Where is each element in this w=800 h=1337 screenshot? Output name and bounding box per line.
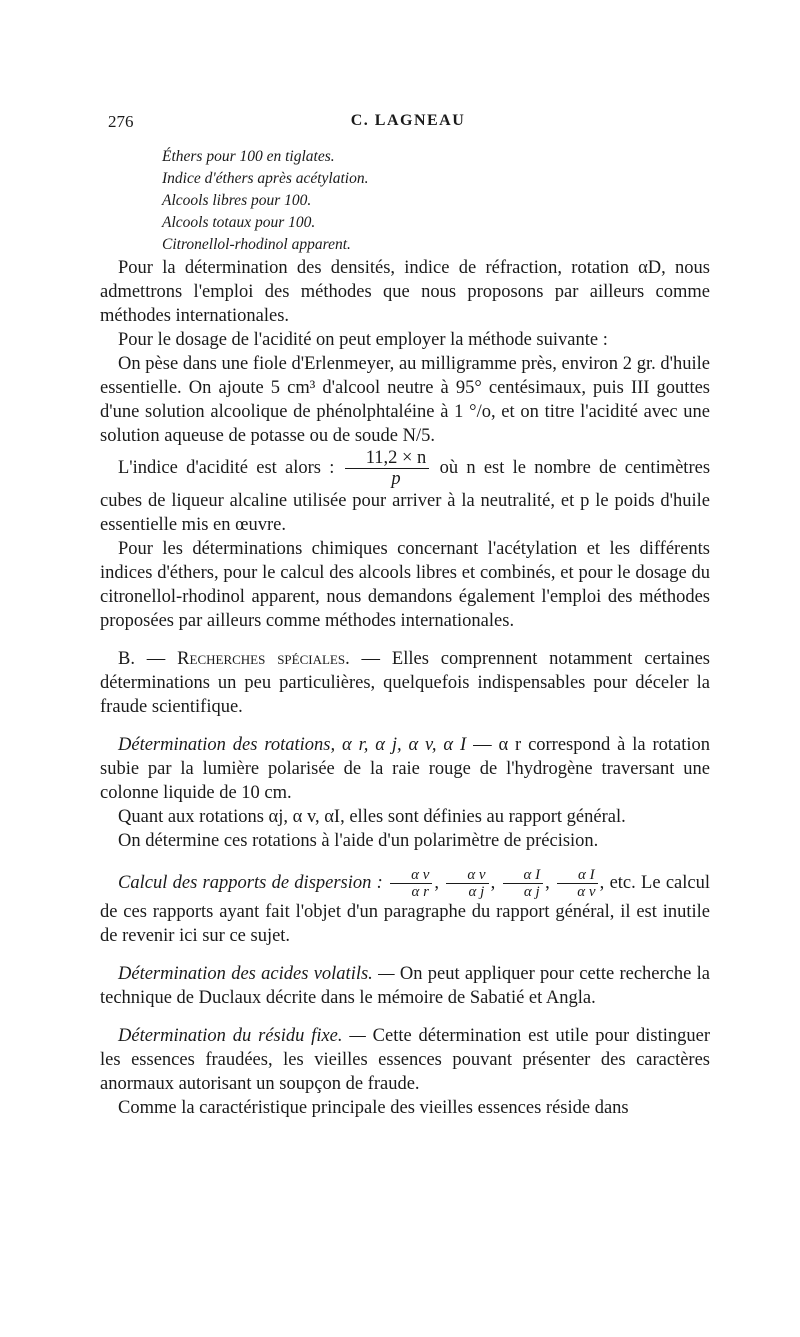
- section-heading: B. — Recherches spéciales. —: [118, 649, 381, 669]
- dispersion-ratio: $\frac{\text{α v}}{\text{α r}}$: [390, 867, 432, 900]
- subheading-volatile-acids: Détermination des acides volatils. —: [118, 964, 395, 984]
- formula-denominator: p: [391, 469, 401, 489]
- paragraph-acid-index: [100, 448, 710, 537]
- list-item: Indice d'éthers après acétylation.: [162, 170, 369, 187]
- body-text: [100, 256, 710, 1120]
- rotations-text: — α r correspond à la rotation subie par la lumière polarisée de la raie rouge de l'hydrogène traversant une colonne liquide de 10 cm.: [100, 735, 711, 803]
- paragraph: On détermine ces rotations à l'aide d'un polarimètre de précision.: [118, 831, 599, 851]
- acid-index-formula: [345, 448, 430, 489]
- italic-list: [162, 146, 368, 256]
- volatile-acids-text: On peut appliquer pour cette recherche la technique de Duclaux décrite dans le mémoire de Sabatié et Angla.: [100, 964, 710, 1008]
- dispersion-ratio: $\frac{\text{α v}}{\text{α j}}$: [446, 867, 488, 900]
- paragraph-special-research: [100, 647, 710, 719]
- subheading-rotations: Détermination des rotations, α r, α j, α v, α I: [118, 735, 467, 755]
- paragraph-fixed-residue: [100, 1024, 710, 1096]
- dispersion-ratio: $\frac{\text{α I}}{\text{α j}}$: [503, 867, 544, 900]
- list-item: Citronellol-rhodinol apparent.: [162, 236, 351, 253]
- paragraph: Pour le dosage de l'acidité on peut employer la méthode suivante :: [118, 330, 608, 350]
- paragraph: Pour la détermination des densités, indice de réfraction, rotation αD, nous admettrons l'emploi des méthodes que nous proposons par ailleurs comme méthodes internationales.: [100, 258, 710, 326]
- list-item: Alcools libres pour 100.: [162, 192, 312, 209]
- formula-numerator: 11,2 × n: [345, 448, 430, 469]
- page-header: [108, 112, 708, 136]
- paragraph-volatile-acids: [100, 962, 710, 1010]
- subheading-fixed-residue: Détermination du résidu fixe. —: [118, 1026, 366, 1046]
- section-text: Elles comprennent notamment certaines déterminations un peu particulières, quelquefois indispensables pour déceler la fraude scientifique.: [100, 649, 710, 717]
- paragraph: Comme la caractéristique principale des vieilles essences réside dans: [118, 1098, 629, 1118]
- paragraph: Pour les déterminations chimiques concernant l'acétylation et les différents indices d'éthers, pour le calcul des alcools libres et combinés, et pour le dosage du citronellol-rhodinol apparent, nous demandons également l'emploi des méthodes proposées par ailleurs comme méthodes internationales.: [100, 539, 710, 631]
- list-item: Alcools totaux pour 100.: [162, 214, 316, 231]
- subheading-dispersion: Calcul des rapports de dispersion :: [118, 872, 383, 893]
- paragraph: Quant aux rotations αj, α v, αI, elles sont définies au rapport général.: [118, 807, 626, 827]
- paragraph-rotations: [100, 733, 710, 805]
- list-item: Éthers pour 100 en tiglates.: [162, 148, 335, 165]
- acid-index-lead: L'indice d'acidité est alors :: [118, 457, 335, 478]
- paragraph-dispersion: Calcul des rapports de dispersion : $\frac{\text{α v}}{\text{α r}}$ , $\frac{\text{α v}}{\text{α j}}$ , $\frac{\text{α I}}{\text{α j}}$ , $\frac{\text{α I}}{\text{α v}}$ , etc. Le calcul de ces rapports ayant fait l'objet d'un paragraphe du rapport général, il est inutile de revenir ici sur ce sujet.: [100, 867, 710, 946]
- paragraph: On pèse dans une fiole d'Erlenmeyer, au milligramme près, environ 2 gr. d'huile essentielle. On ajoute 5 cm³ d'alcool neutre à 95° centésimaux, puis III gouttes d'une solution alcoolique de phénolphtaléine à 1 °/o, et on titre l'acidité avec une solution aqueuse de potasse ou de soude N/5.: [100, 354, 710, 446]
- fixed-residue-text: Cette détermination est utile pour distinguer les essences fraudées, les vieilles essences pouvant présenter des caractères anormaux autorisant un soupçon de fraude.: [100, 1026, 710, 1094]
- page-number: 276: [108, 112, 134, 131]
- dispersion-text: etc. Le calcul de ces rapports ayant fait l'objet d'un paragraphe du rapport général, il est inutile de revenir ici sur ce sujet.: [100, 872, 710, 946]
- dispersion-ratio: $\frac{\text{α I}}{\text{α v}}$: [557, 867, 598, 900]
- acid-index-text: où n est le nombre de centimètres cubes de liqueur alcaline utilisée pour arriver à la neutralité, et p le poids d'huile essentielle mis en œuvre.: [100, 457, 711, 535]
- running-title: C. LAGNEAU: [350, 112, 466, 129]
